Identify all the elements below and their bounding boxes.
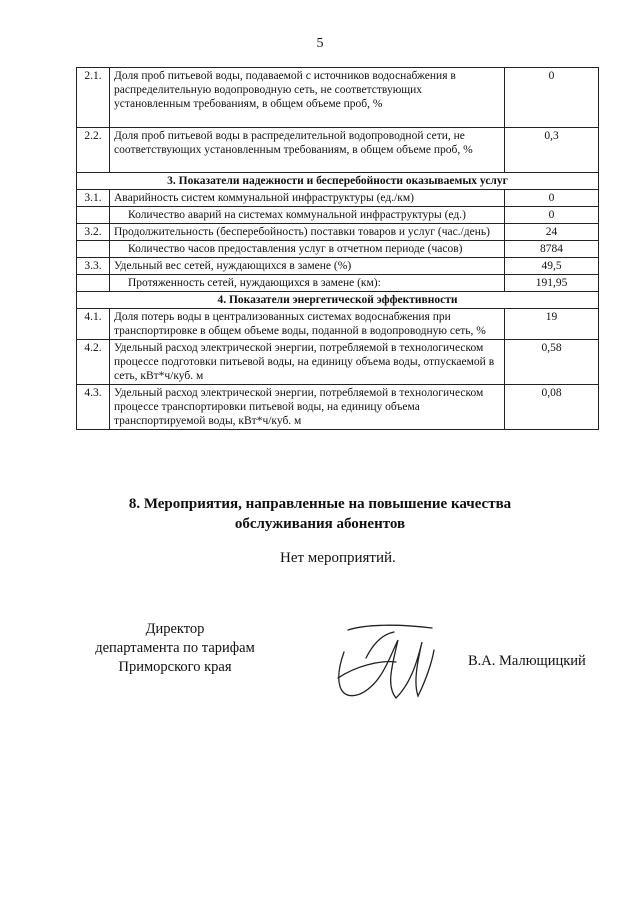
- row-description: Количество аварий на системах коммунальной инфраструктуры (ед.): [110, 207, 505, 224]
- row-value: 0,08: [505, 385, 599, 430]
- row-number: 3.1.: [77, 190, 110, 207]
- signer-name: В.А. Малющицкий: [468, 653, 586, 669]
- row-number: 3.2.: [77, 224, 110, 241]
- signer-title: [80, 620, 270, 677]
- section-row: [77, 292, 599, 309]
- row-description: Доля потерь воды в централизованных системах водоснабжения при транспортировке в общем объеме воды, поданной в водопроводную сеть, %: [110, 309, 505, 340]
- indicators-table-body: [77, 68, 599, 430]
- table-row: [77, 309, 599, 340]
- row-description: Количество часов предоставления услуг в отчетном периоде (часов): [110, 241, 505, 258]
- row-description: Удельный вес сетей, нуждающихся в замене (%): [110, 258, 505, 275]
- handwritten-signature: [326, 622, 442, 704]
- row-number: [77, 207, 110, 224]
- row-number: 4.1.: [77, 309, 110, 340]
- section-8-heading: [0, 494, 640, 534]
- row-value: 0: [505, 190, 599, 207]
- table-row: [77, 224, 599, 241]
- row-number: 3.3.: [77, 258, 110, 275]
- row-value: 191,95: [505, 275, 599, 292]
- table-row: [77, 68, 599, 128]
- table-row: [77, 241, 599, 258]
- section-8-heading-line1: 8. Мероприятия, направленные на повышение качества: [128, 496, 512, 512]
- row-value: 0: [505, 68, 599, 128]
- row-description: Протяженность сетей, нуждающихся в замене (км):: [110, 275, 505, 292]
- row-description: Удельный расход электрической энергии, потребляемой в технологическом процессе подготовки питьевой воды, на единицу объема воды, отпускаемой в сеть, кВт*ч/куб. м: [110, 340, 505, 385]
- row-number: 4.2.: [77, 340, 110, 385]
- row-number: 2.1.: [77, 68, 110, 128]
- row-number: [77, 275, 110, 292]
- table-row: [77, 190, 599, 207]
- section-title: 4. Показатели энергетической эффективности: [77, 292, 599, 309]
- signer-title-line1: Директор: [145, 621, 205, 637]
- row-description: Продолжительность (бесперебойность) поставки товаров и услуг (час./день): [110, 224, 505, 241]
- section-8-heading-line2: обслуживания абонентов: [234, 516, 406, 532]
- row-number: 4.3.: [77, 385, 110, 430]
- table-row: [77, 258, 599, 275]
- row-description: Доля проб питьевой воды в распределительной водопроводной сети, не соответствующих установленным требованиям, в общем объеме проб, %: [110, 128, 505, 173]
- section-title: 3. Показатели надежности и бесперебойности оказываемых услуг: [77, 173, 599, 190]
- table-row: [77, 385, 599, 430]
- row-description: Аварийность систем коммунальной инфраструктуры (ед./км): [110, 190, 505, 207]
- row-value: 19: [505, 309, 599, 340]
- row-value: 0,58: [505, 340, 599, 385]
- row-value: 0: [505, 207, 599, 224]
- row-value: 24: [505, 224, 599, 241]
- row-value: 0,3: [505, 128, 599, 173]
- table-row: [77, 275, 599, 292]
- row-value: 49,5: [505, 258, 599, 275]
- table-row: [77, 128, 599, 173]
- signer-title-line3: Приморского края: [118, 659, 232, 675]
- no-measures-text: Нет мероприятий.: [280, 550, 396, 566]
- page-number: 5: [316, 36, 324, 51]
- row-number: [77, 241, 110, 258]
- section-row: [77, 173, 599, 190]
- table-row: [77, 207, 599, 224]
- row-value: 8784: [505, 241, 599, 258]
- row-number: 2.2.: [77, 128, 110, 173]
- table-row: [77, 340, 599, 385]
- indicators-table: [76, 67, 599, 430]
- signer-title-line2: департамента по тарифам: [95, 640, 255, 656]
- row-description: Удельный расход электрической энергии, потребляемой в технологическом процессе транспортировки питьевой воды, на единицу объема транспортируемой воды, кВт*ч/куб. м: [110, 385, 505, 430]
- row-description: Доля проб питьевой воды, подаваемой с источников водоснабжения в распределительную водопроводную сеть, не соответствующих установленным требованиям, в общем объеме проб, %: [110, 68, 505, 128]
